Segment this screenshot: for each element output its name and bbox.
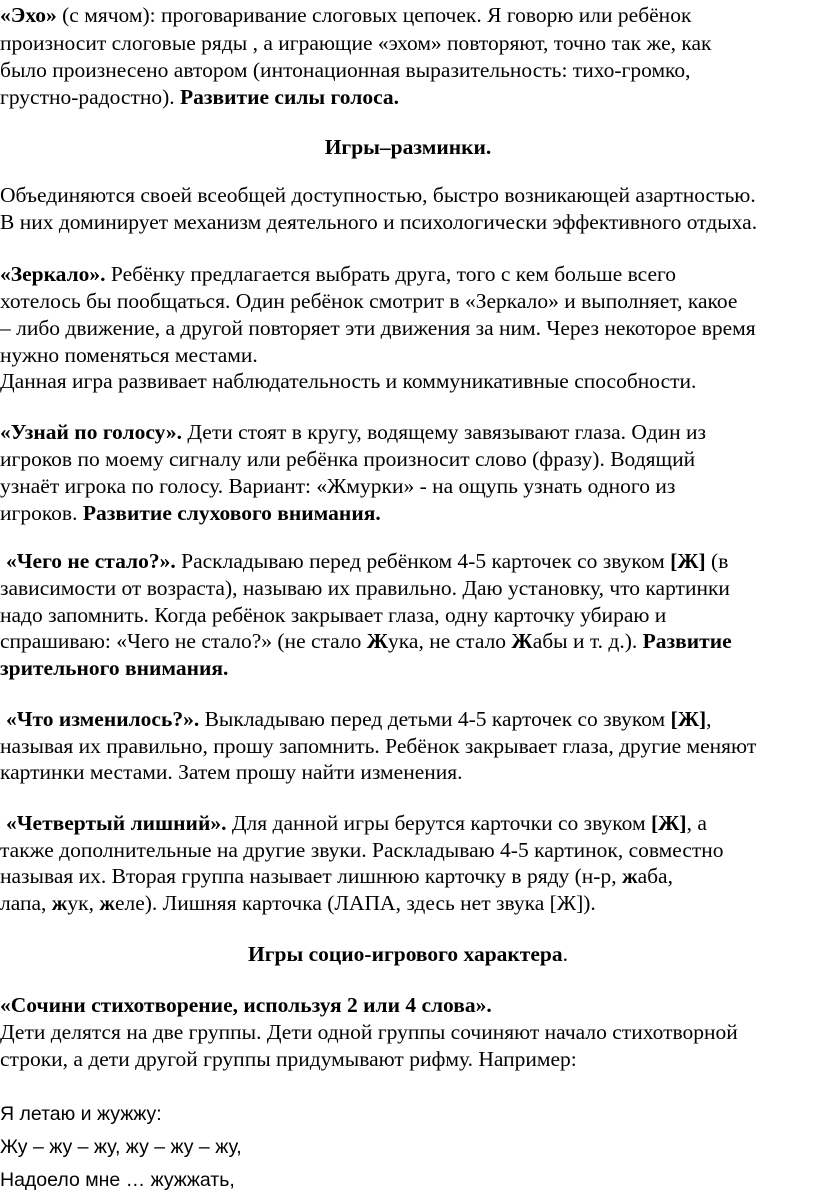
- mirror-title: «Зеркало».: [0, 262, 106, 286]
- voice-line-4: игроков. Развитие слухового внимания.: [0, 501, 381, 525]
- changed-line-3: картинки местами. Затем прошу найти изменения.: [0, 760, 463, 784]
- missing-line-5: зрительного внимания.: [0, 656, 229, 680]
- mirror-line-2: хотелось бы пообщаться. Один ребёнок смотрит в «Зеркало» и выполняет, какое: [0, 289, 738, 313]
- verse-line-1: Я летаю и жужжу:: [0, 1103, 162, 1125]
- fourth-line-1: «Четвертый лишний». Для данной игры берутся карточки со звуком [Ж], а: [6, 811, 707, 835]
- voice-emphasis: Развитие слухового внимания.: [82, 501, 381, 525]
- echo-line-4: грустно-радостно). Развитие силы голоса.: [0, 85, 399, 109]
- poem-line-2: Дети делятся на две группы. Дети одной группы сочиняют начало стихотворной: [0, 1020, 738, 1044]
- sound-label: [Ж]: [670, 549, 706, 573]
- missing-emphasis: Развитие: [642, 629, 732, 653]
- social-heading: Игры социо-игрового характера.: [248, 942, 568, 966]
- echo-emphasis: Развитие силы голоса.: [180, 85, 399, 109]
- mirror-line-3: – либо движение, а другой повторяет эти движения за ним. Через некоторое время: [0, 316, 756, 340]
- verse-line-3: Надоело мне … жужжать,: [0, 1169, 235, 1191]
- echo-line-2: произносит слоговые ряды , а играющие «эхом» повторяют, точно так же, как: [0, 31, 712, 55]
- mirror-line-4: нужно поменяться местами.: [0, 343, 258, 367]
- fourth-line-4: лапа, жук, желе). Лишняя карточка (ЛАПА, здесь нет звука [Ж]).: [0, 891, 596, 915]
- changed-line-1: «Что изменилось?». Выкладываю перед детьми 4-5 карточек со звуком [Ж],: [6, 707, 712, 731]
- verse-line-2: Жу – жу – жу, жу – жу – жу,: [0, 1136, 242, 1158]
- echo-line-1: «Эхо» (с мячом): проговаривание слоговых цепочек. Я говорю или ребёнок: [0, 3, 692, 27]
- fourth-line-3: называя их. Вторая группа называет лишнюю карточку в ряду (н-р, жаба,: [0, 864, 673, 888]
- echo-line-3: было произнесено автором (интонационная выразительность: тихо-громко,: [0, 58, 691, 82]
- echo-title: «Эхо»: [0, 3, 57, 27]
- warmup-line-1: Объединяются своей всеобщей доступностью, быстро возникающей азартностью.: [0, 183, 756, 207]
- sound-label: [Ж]: [670, 707, 707, 731]
- poem-line-3: строки, а дети другой группы придумывают рифму. Например:: [0, 1047, 577, 1071]
- voice-title: «Узнай по голосу».: [0, 420, 182, 444]
- sound-label: [Ж]: [650, 811, 687, 835]
- voice-line-1: «Узнай по голосу». Дети стоят в кругу, водящему завязывают глаза. Один из: [0, 420, 706, 444]
- changed-title: «Что изменилось?».: [6, 707, 200, 731]
- mirror-line-5: Данная игра развивает наблюдательность и коммуникативные способности.: [0, 369, 697, 393]
- mirror-line-1: «Зеркало». Ребёнку предлагается выбрать друга, того с кем больше всего: [0, 262, 677, 286]
- warmup-heading: Игры–разминки.: [324, 135, 492, 159]
- voice-line-2: игроков по моему сигналу или ребёнка произносит слово (фразу). Водящий: [0, 447, 696, 471]
- missing-title: «Чего не стало?».: [6, 549, 176, 573]
- changed-line-2: называя их правильно, прошу запомнить. Ребёнок закрывает глаза, другие меняют: [0, 734, 757, 758]
- fourth-line-2: также дополнительные на другие звуки. Раскладываю 4-5 картинок, совместно: [0, 838, 724, 862]
- warmup-line-2: В них доминирует механизм деятельного и психологически эффективного отдыха.: [0, 210, 758, 234]
- poem-title: «Сочини стихотворение, используя 2 или 4 слова».: [0, 993, 492, 1017]
- voice-line-3: узнаёт игрока по голосу. Вариант: «Жмурки» - на ощупь узнать одного из: [0, 474, 676, 498]
- missing-line-3: надо запомнить. Когда ребёнок закрывает глаза, одну карточку убираю и: [0, 603, 667, 627]
- missing-line-2: зависимости от возраста), называю их правильно. Даю установку, что картинки: [0, 576, 730, 600]
- fourth-title: «Четвертый лишний».: [6, 811, 227, 835]
- missing-line-1: «Чего не стало?». Раскладываю перед ребёнком 4-5 карточек со звуком [Ж] (в: [6, 549, 729, 573]
- missing-line-4: спрашиваю: «Чего не стало?» (не стало Жука, не стало Жабы и т. д.). Развитие: [0, 629, 732, 653]
